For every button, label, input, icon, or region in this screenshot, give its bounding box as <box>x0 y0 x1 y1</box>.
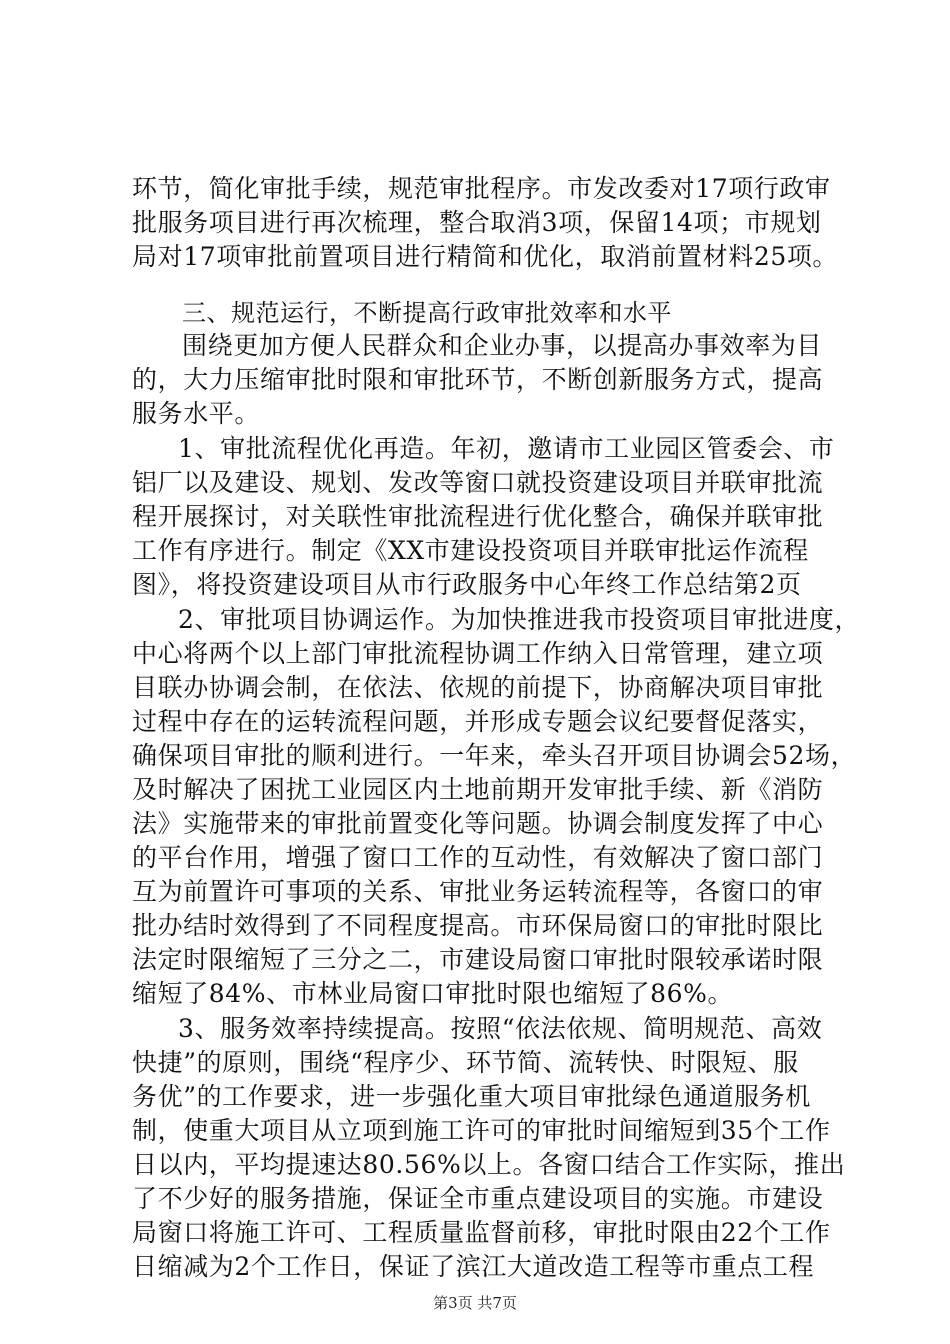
body-text-line: 局对17项审批前置项目进行精简和优化，取消前置材料25项。 <box>132 242 839 271</box>
body-text-line: 法》实施带来的审批前置变化等问题。协调会制度发挥了中心 <box>132 809 824 838</box>
body-text-line: 工作有序进行。制定《XX市建设投资项目并联审批运作流程 <box>132 536 809 565</box>
body-text-line: 了不少好的服务措施，保证全市重点建设项目的实施。市建设 <box>132 1184 824 1213</box>
body-text-line: 局窗口将施工许可、工程质量监督前移，审批时限由22个工作 <box>132 1218 831 1247</box>
body-text-line: 日缩减为2个工作日，保证了滨江大道改造工程等市重点工程 <box>132 1252 815 1281</box>
body-text-line: 程开展探讨，对关联性审批流程进行优化整合，确保并联审批 <box>132 502 824 531</box>
section-heading: 三、规范运行，不断提高行政审批效率和水平 <box>182 299 672 327</box>
body-text-line: 确保项目审批的顺利进行。一年来，牵头召开项目协调会52场， <box>132 741 857 770</box>
body-text-line: 中心将两个以上部门审批流程协调工作纳入日常管理，建立项 <box>132 639 824 668</box>
body-text-line: 环节，简化审批手续，规范审批程序。市发改委对17项行政审 <box>132 174 831 203</box>
body-text-line: 批办结时效得到了不同程度提高。市环保局窗口的审批时限比 <box>132 911 824 940</box>
body-text-line: 日以内，平均提速达80.56%以上。各窗口结合工作实际，推出 <box>132 1150 846 1179</box>
body-text-line: 的平台作用，增强了窗口工作的互动性，有效解决了窗口部门 <box>132 843 824 872</box>
body-text-line: 批服务项目进行再次梳理，整合取消3项，保留14项；市规划 <box>132 208 822 237</box>
body-text-line: 快捷”的原则，围绕“程序少、环节简、流转快、时限短、服 <box>132 1048 799 1077</box>
body-text-line: 法定时限缩短了三分之二，市建设局窗口审批时限较承诺时限 <box>132 945 824 974</box>
body-text-line: 目联办协调会制，在依法、依规的前提下，协商解决项目审批 <box>132 673 824 702</box>
body-text-line: 的，大力压缩审批时限和审批环节，不断创新服务方式，提高 <box>132 365 824 394</box>
body-text-line: 2、审批项目协调运作。为加快推进我市投资项目审批进度， <box>178 605 861 634</box>
body-text-line: 1、审批流程优化再造。年初，邀请市工业园区管委会、市 <box>178 434 835 463</box>
body-text-line: 服务水平。 <box>132 399 261 428</box>
body-text-line: 制，使重大项目从立项到施工许可的审批时间缩短到35个工作 <box>132 1116 831 1145</box>
body-text-line: 围绕更加方便人民群众和企业办事，以提高办事效率为目 <box>182 331 823 360</box>
body-text-line: 及时解决了困扰工业园区内土地前期开发审批手续、新《消防 <box>132 775 824 804</box>
body-text-line: 铝厂以及建设、规划、发改等窗口就投资建设项目并联审批流 <box>132 468 824 497</box>
page-footer: 第3页 共7页 <box>433 1294 517 1312</box>
body-text-line: 过程中存在的运转流程问题，并形成专题会议纪要督促落实， <box>132 707 824 736</box>
body-text-line: 缩短了84%、市林业局窗口审批时限也缩短了86%。 <box>132 979 734 1008</box>
body-text-line: 互为前置许可事项的关系、审批业务运转流程等，各窗口的审 <box>132 877 824 906</box>
body-text-line: 务优”的工作要求，进一步强化重大项目审批绿色通道服务机 <box>132 1082 811 1111</box>
body-text-line: 3、服务效率持续提高。按照“依法依规、简明规范、高效 <box>178 1014 823 1043</box>
body-text-line: 图》，将投资建设项目从市行政服务中心年终工作总结第2页 <box>132 570 802 599</box>
